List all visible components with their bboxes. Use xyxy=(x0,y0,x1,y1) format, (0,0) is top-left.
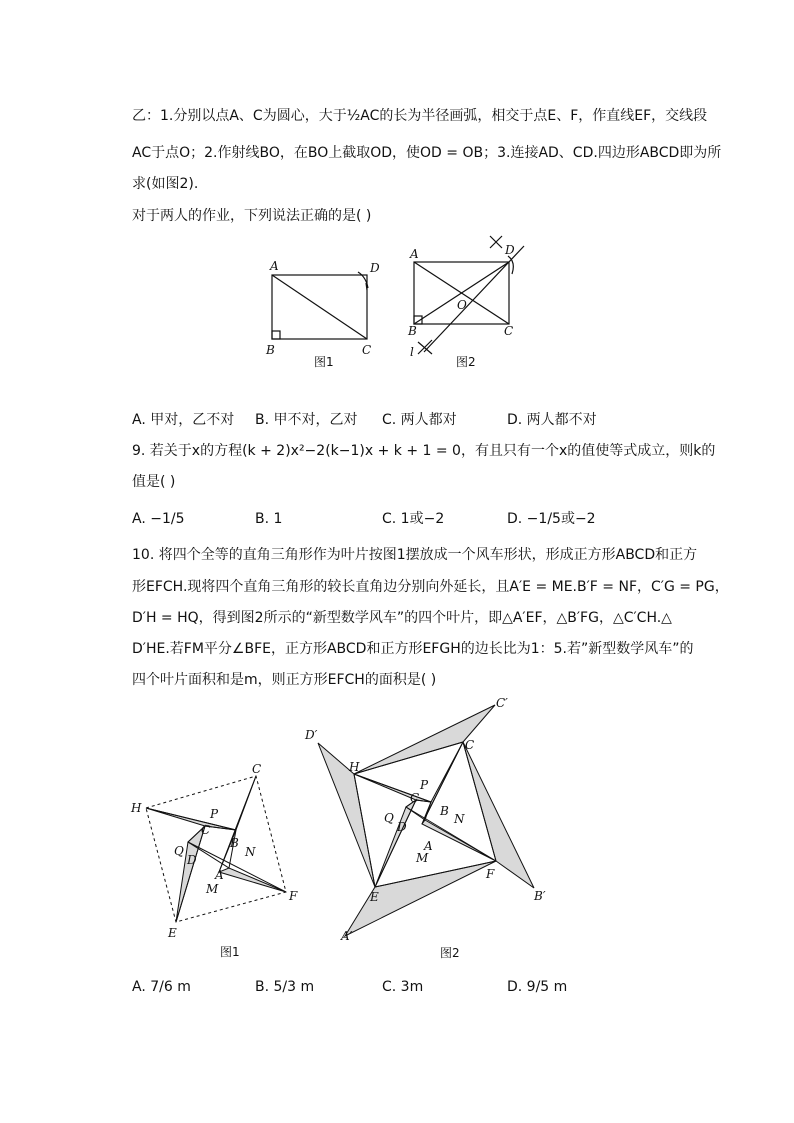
problem8-question: 对于两人的作业，下列说法正确的是( ) xyxy=(132,208,372,224)
p10f1-label-M: M xyxy=(206,882,219,896)
p10f1-caption: 图1 xyxy=(220,945,240,959)
p10f2-caption: 图2 xyxy=(440,946,460,960)
p10f2-label-E: E xyxy=(370,890,379,904)
p10f2-label-F: F xyxy=(486,867,495,881)
p10f2-label-D-prime: D′ xyxy=(305,728,318,742)
p9-option-c: C. 1或−2 xyxy=(382,511,445,527)
problem9-line2: 值是( ) xyxy=(132,474,176,490)
problem10-line4: D′HE.若FM平分∠BFE，正方形ABCD和正方形EFGH的边长比为1：5.若”新型数学风车”的 xyxy=(132,641,694,657)
problem10-line2: 形EFCH.现将四个直角三角形的较长直角边分别向外延长，且A′E = ME.B′F = NF，C′G = PG， xyxy=(132,579,729,595)
p8f1-label-C: C xyxy=(362,343,372,357)
p10f1-label-F: F xyxy=(289,889,298,903)
p10f1-label-P: P xyxy=(210,807,219,821)
p8-option-d: D. 两人都不对 xyxy=(507,412,597,428)
p10f1-label-B: B xyxy=(230,836,239,850)
p9-option-d: D. −1/5或−2 xyxy=(507,511,596,527)
p8-figure1 xyxy=(262,258,392,370)
p8-figure2 xyxy=(404,232,534,372)
p10f2-label-H: H xyxy=(349,760,360,774)
problem9-line1: 9. 若关于x的方程(k + 2)x²−2(k−1)x + k + 1 = 0，有且只有一个x的值使等式成立，则k的 xyxy=(132,443,716,459)
p10f2-label-C-inner: C xyxy=(410,791,420,805)
p10f2-label-C-outer: C xyxy=(465,738,475,752)
p10f1-label-C-inner: C xyxy=(201,823,211,837)
p8f2-label-C: C xyxy=(504,324,514,338)
p8f2-label-O: O xyxy=(457,298,467,312)
p8f2-label-B: B xyxy=(408,324,417,338)
p10f1-label-N: N xyxy=(245,845,256,859)
problem8-line3: 求(如图2). xyxy=(132,176,199,192)
problem10-line5: 四个叶片面积和是m，则正方形EFCH的面积是( ) xyxy=(132,672,437,688)
p8-option-b: B. 甲不对，乙对 xyxy=(255,412,358,428)
p10f2-label-D: D xyxy=(397,820,407,834)
problem8-line1: 乙：1.分别以点A、C为圆心，大于½AC的长为半径画弧，相交于点E、F，作直线EF，交线段 xyxy=(132,108,708,124)
p8f1-label-D: D xyxy=(370,261,380,275)
p10-figure2 xyxy=(300,693,560,963)
p10f1-label-A: A xyxy=(215,868,224,882)
p10f2-label-M: M xyxy=(416,851,429,865)
p8f2-caption: 图2 xyxy=(456,355,476,369)
p10f2-label-Q: Q xyxy=(384,811,394,825)
p9-option-a: A. −1/5 xyxy=(132,511,185,527)
p9-option-b: B. 1 xyxy=(255,511,283,527)
p10f1-label-H: H xyxy=(131,801,142,815)
p10f1-label-D: D xyxy=(187,853,197,867)
problem8-line2: AC于点O；2.作射线BO，在BO上截取OD，使OD = OB；3.连接AD、CD.四边形ABCD即为所 xyxy=(132,145,722,161)
p10f2-label-C-prime: C′ xyxy=(496,696,508,710)
p10f2-label-N: N xyxy=(454,812,465,826)
p8f1-label-B: B xyxy=(266,343,275,357)
p10f1-label-E: E xyxy=(168,926,177,940)
p10f2-label-B-prime: B′ xyxy=(534,889,546,903)
p8f1-label-A: A xyxy=(270,259,279,273)
p10f2-label-B: B xyxy=(440,804,449,818)
p8f1-caption: 图1 xyxy=(314,355,334,369)
problem10-line1: 10. 将四个全等的直角三角形作为叶片按图1摆放成一个风车形状，形成正方形ABCD和正方 xyxy=(132,547,698,563)
p10f1-label-C-outer: C xyxy=(252,762,262,776)
p10-option-b: B. 5/3 m xyxy=(255,979,315,995)
p10-option-d: D. 9/5 m xyxy=(507,979,568,995)
p8f2-label-l: l xyxy=(410,345,414,359)
problem10-line3: D′H = HQ，得到图2所示的“新型数学风车”的四个叶片，即△A′EF，△B′FG，△C′CH.△ xyxy=(132,610,672,626)
p10f2-label-A-prime: A′ xyxy=(341,929,353,943)
p10-figure1 xyxy=(126,760,306,965)
p8f2-label-D: D xyxy=(505,243,515,257)
p10f1-label-Q: Q xyxy=(174,844,184,858)
p10f2-label-P: P xyxy=(420,778,429,792)
p8-option-a: A. 甲对，乙不对 xyxy=(132,412,235,428)
p8f2-label-A: A xyxy=(410,247,419,261)
p10-option-c: C. 3m xyxy=(382,979,424,995)
p8-option-c: C. 两人都对 xyxy=(382,412,457,428)
p10-option-a: A. 7/6 m xyxy=(132,979,191,995)
p10f2-label-A: A xyxy=(424,839,433,853)
